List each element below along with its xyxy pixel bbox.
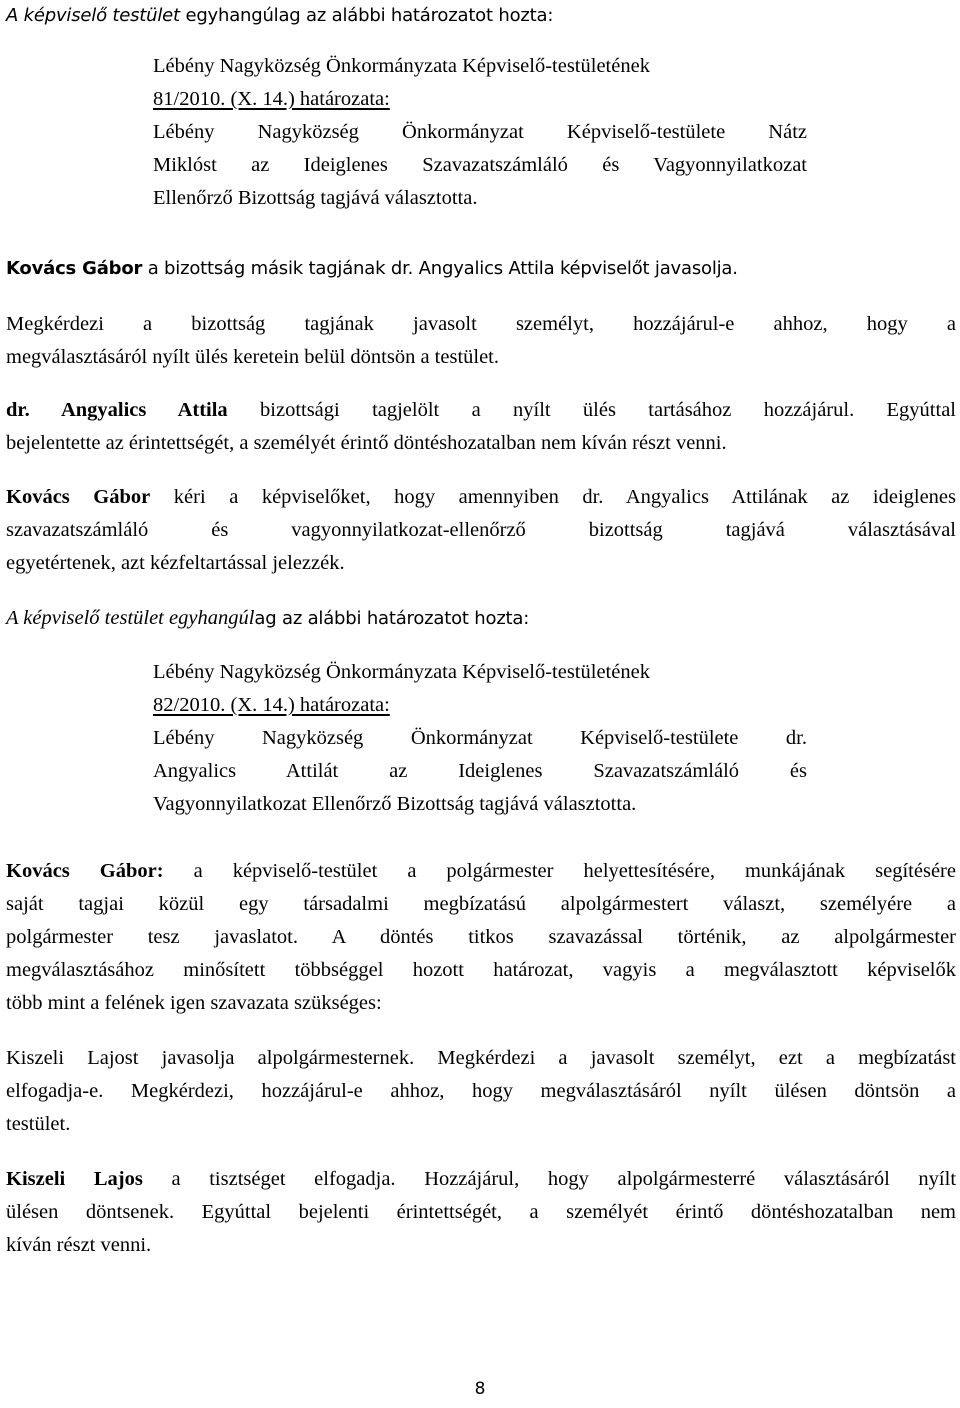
speaker-name: Kovács Gábor — [6, 486, 151, 508]
resolution-text-line: Lébény Nagyközség Önkormányzat Képviselő-testülete dr. — [153, 727, 807, 749]
paragraph-line: saját tagjai közül egy társadalmi megbízatású alpolgármestert választ, személyére a — [6, 893, 956, 915]
paragraph-line: elfogadja-e. Megkérdezi, hozzájárul-e ahhoz, hogy megválasztásáról nyílt ülésen döntsön a — [6, 1080, 956, 1102]
paragraph-line: Megkérdezi a bizottság tagjának javasolt személyt, hozzájárul-e ahhoz, hogy a — [6, 313, 956, 335]
paragraph-line: megválasztásáról nyílt ülés keretein belül döntsön a testület. — [6, 346, 500, 368]
resolution-text-line: Miklóst az Ideiglenes Szavazatszámláló és Vagyonnyilatkozat — [153, 154, 807, 176]
paragraph-line: Kovács Gábor kéri a képviselőket, hogy amennyiben dr. Angyalics Attilának az ideiglenes — [6, 486, 957, 508]
paragraph-line: dr. Angyalics Attila bizottsági tagjelölt a nyílt ülés tartásához hozzájárul. Egyúttal — [6, 399, 956, 421]
paragraph-vote-request — [6, 481, 956, 580]
resolution-text-line: Angyalics Attilát az Ideiglenes Szavazatszámláló és — [153, 760, 807, 782]
voting-intro-italic: A képviselő testület egyhangúl — [6, 607, 255, 629]
resolution-81 — [153, 50, 807, 215]
paragraph-line: szavazatszámláló és vagyonnyilatkozat-ellenőrző bizottság tagjává választásával — [6, 519, 956, 541]
voting-intro-text: egyhangúlag az alábbi határozatot hozta: — [179, 5, 554, 26]
paragraph-line: megválasztásához minősített többséggel hozott határozat, vagyis a megválasztott képviselők — [6, 959, 956, 981]
paragraph-nomination — [6, 252, 956, 285]
paragraph-acceptance — [6, 1163, 956, 1262]
page-number: 8 — [474, 1379, 486, 1399]
paragraph-line: ülésen döntsenek. Egyúttal bejelenti érintettségét, a személyét érintő döntéshozatalban nem — [6, 1201, 956, 1223]
paragraph-consent — [6, 394, 956, 460]
voting-intro-text: ag az alábbi határozatot hozta: — [254, 608, 530, 629]
paragraph-line: Kiszeli Lajost javasolja alpolgármesternek. Megkérdezi a javasolt személyt, ezt a megbízatást — [6, 1047, 956, 1069]
paragraph-line: polgármester tesz javaslatot. A döntés titkos szavazással történik, az alpolgármester — [6, 926, 956, 948]
paragraph-nominee — [6, 1042, 956, 1141]
voting-intro-1 — [6, 0, 956, 32]
voting-intro-2 — [6, 602, 956, 635]
resolution-text-line: Vagyonnyilatkozat Ellenőrző Bizottság tagjává választotta. — [153, 793, 637, 815]
paragraph-question — [6, 308, 956, 374]
resolution-number: 81/2010. (X. 14.) határozata: — [153, 88, 390, 110]
paragraph-line: testület. — [6, 1113, 71, 1135]
resolution-82 — [153, 656, 807, 821]
paragraph-line: bejelentette az érintettségét, a személyét érintő döntéshozatalban nem kíván részt venni. — [6, 432, 727, 454]
paragraph-deputy-mayor — [6, 855, 956, 1020]
voting-intro-italic: A képviselő testület — [6, 5, 180, 26]
paragraph-line: Kovács Gábor: a képviselő-testület a polgármester helyettesítésére, munkájának segítésére — [6, 860, 956, 882]
speaker-name: Kovács Gábor: — [6, 860, 164, 882]
speaker-name: dr. Angyalics Attila — [6, 399, 228, 421]
paragraph-line: egyetértenek, azt kézfeltartással jelezzék. — [6, 552, 345, 574]
speaker-name: Kovács Gábor — [6, 258, 143, 279]
resolution-number: 82/2010. (X. 14.) határozata: — [153, 694, 390, 716]
resolution-text-line: Lébény Nagyközség Önkormányzat Képviselő-testülete Nátz — [153, 121, 807, 143]
resolution-heading: Lébény Nagyközség Önkormányzata Képviselő-testületének — [153, 661, 650, 683]
resolution-heading: Lébény Nagyközség Önkormányzata Képviselő-testületének — [153, 55, 650, 77]
paragraph-line: több mint a felének igen szavazata szükséges: — [6, 992, 382, 1014]
paragraph-line: kíván részt venni. — [6, 1234, 152, 1256]
paragraph-line: Kiszeli Lajos a tisztséget elfogadja. Hozzájárul, hogy alpolgármesterré választásáról nyílt — [6, 1168, 957, 1190]
paragraph-text: a bizottság másik tagjának dr. Angyalics Attila képviselőt javasolja. — [142, 258, 738, 279]
resolution-text-line: Ellenőrző Bizottság tagjává választotta. — [153, 187, 478, 209]
speaker-name: Kiszeli Lajos — [6, 1168, 143, 1190]
